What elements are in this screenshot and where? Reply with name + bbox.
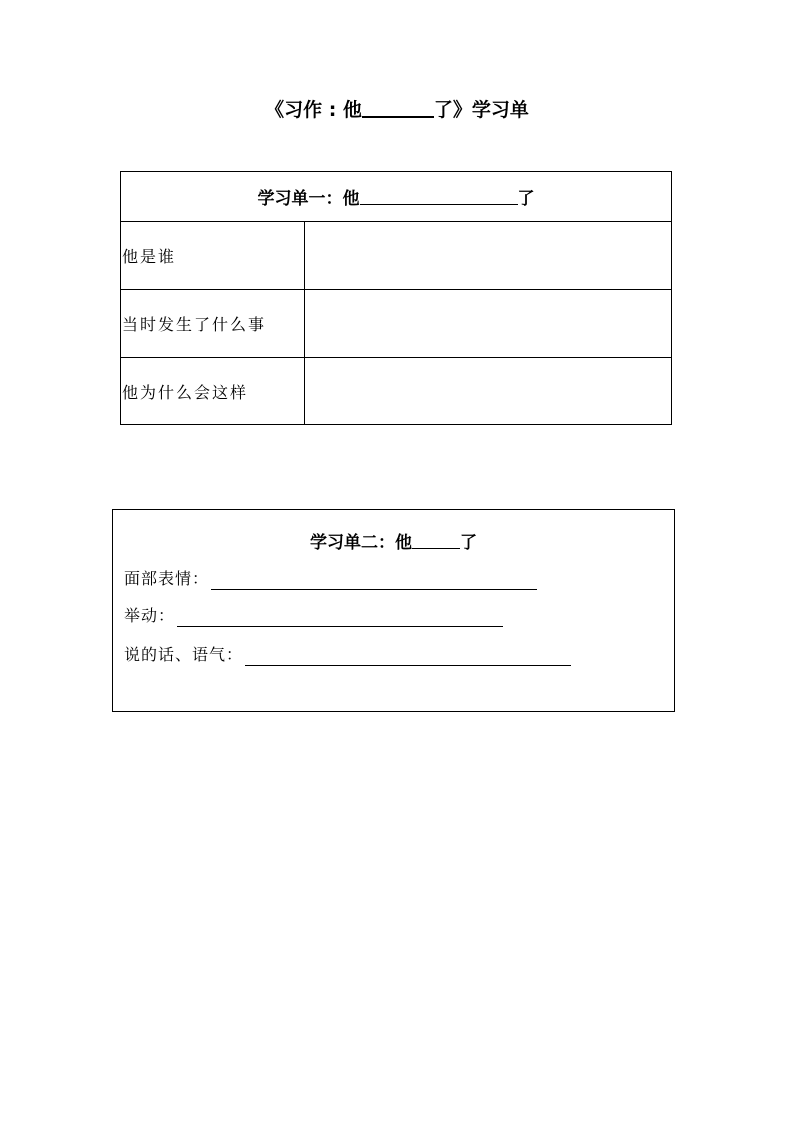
speech-tone-fill[interactable]: [245, 651, 571, 666]
worksheet-one-header: [121, 172, 671, 222]
worksheet-two-title-prefix: 学习单二：他: [310, 533, 412, 553]
row-label-what-happened: 当时发生了什么事: [121, 290, 305, 357]
action-line: [124, 605, 503, 627]
answer-cell-what-happened[interactable]: [305, 290, 671, 357]
answer-cell-who[interactable]: [305, 222, 671, 289]
row-label-why: 他为什么会这样: [121, 358, 305, 424]
speech-tone-label: 说的话、语气：: [124, 645, 244, 664]
row-label-who: 他是谁: [121, 222, 305, 289]
worksheet-one-header-suffix: 了: [517, 189, 535, 209]
worksheet-two-box: [112, 509, 675, 712]
page-title-prefix: 《习作 : 他: [265, 99, 362, 121]
table-row-who: [121, 222, 671, 290]
worksheet-one-table: [120, 171, 672, 425]
worksheet-two-title-blank[interactable]: [412, 532, 460, 549]
speech-tone-line: [124, 644, 571, 666]
worksheet-two-title-suffix: 了: [460, 533, 477, 553]
action-fill[interactable]: [177, 612, 503, 627]
worksheet-one-header-blank[interactable]: [360, 188, 518, 205]
facial-expression-line: [124, 568, 537, 590]
facial-expression-fill[interactable]: [211, 575, 537, 590]
page-title-suffix: 了》学习单: [433, 99, 529, 121]
title-blank-line[interactable]: [362, 96, 434, 118]
answer-cell-why[interactable]: [305, 358, 671, 424]
table-row-why: [121, 358, 671, 424]
worksheet-two-title: [113, 530, 674, 556]
facial-expression-label: 面部表情：: [124, 569, 210, 588]
worksheet-one-header-prefix: 学习单一：他: [257, 189, 360, 209]
table-row-what-happened: [121, 290, 671, 358]
page-title: [0, 96, 794, 124]
action-label: 举动：: [124, 606, 176, 625]
